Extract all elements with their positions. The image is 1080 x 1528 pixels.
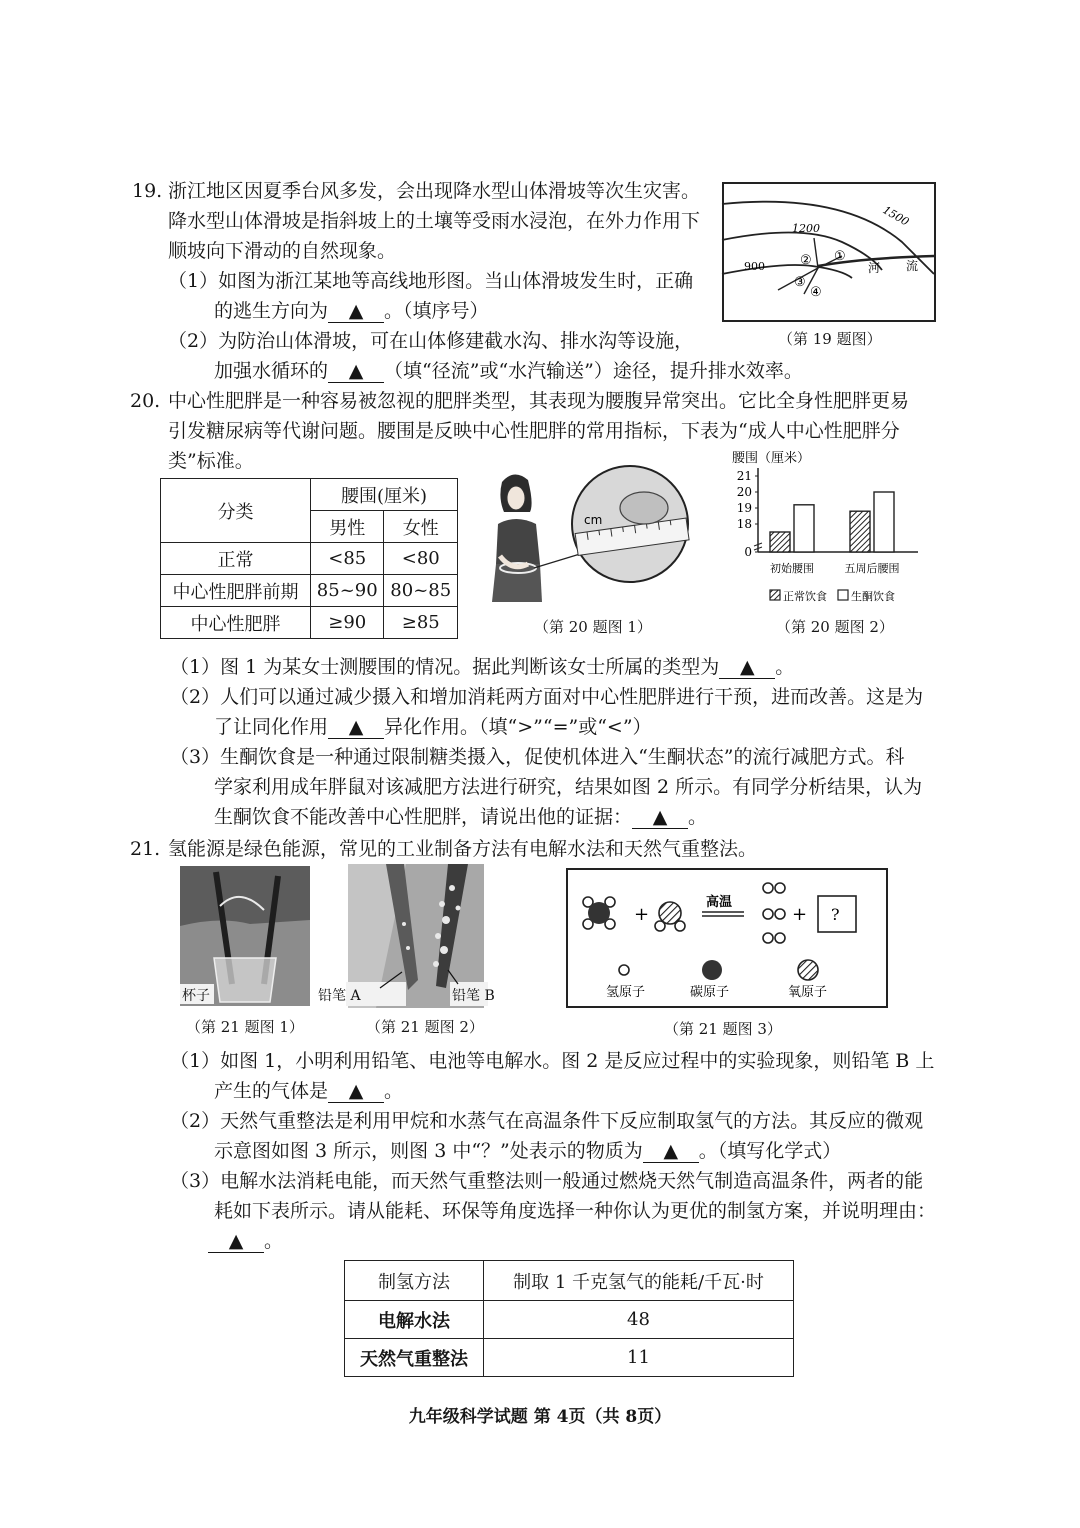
table-row — [345, 1339, 794, 1377]
q20-part3-line-1: （3）生酮饮食是一种通过限制糖类摄入，促使机体进入“生酮状态”的流行减肥方式。科 — [170, 746, 905, 768]
y-tick-label: 18 — [736, 517, 752, 531]
marker-1: ① — [834, 249, 846, 264]
woman-illustration — [492, 474, 542, 602]
q20-figure1-caption: （第 20 题图 1） — [534, 618, 652, 636]
plus-sign: + — [634, 904, 650, 925]
table-cell: 11 — [484, 1339, 794, 1377]
glass-cup — [214, 958, 276, 1002]
table-cell: 中心性肥胖 — [161, 607, 311, 639]
table-cell: 中心性肥胖前期 — [161, 575, 311, 607]
q19-stem-line-2: 降水型山体滑坡是指斜坡上的土壤等受雨水浸泡，在外力作用下 — [168, 210, 701, 232]
q19-part2-text: 加强水循环的 — [214, 360, 329, 382]
contour-label-900: 900 — [744, 260, 765, 273]
q20-waist-measure-figure — [484, 468, 694, 610]
bar — [850, 511, 870, 552]
legend-label: 正常饮食 — [783, 590, 827, 603]
pencil-a-label: 铅笔 A — [318, 988, 361, 1004]
q20-part2-line-2 — [214, 714, 652, 740]
table-cell: 天然气重整法 — [345, 1339, 484, 1377]
answer-blank[interactable]: ▲ — [328, 1080, 384, 1103]
table-row — [161, 607, 458, 639]
q20-part2-line-1: （2）人们可以通过减少摄入和增加消耗两方面对中心性肥胖进行干预，进而改善。这是为 — [170, 686, 924, 708]
q21-figure2-caption: （第 21 题图 2） — [366, 1018, 484, 1036]
x-tick-label: 五周后腰围 — [844, 562, 900, 575]
q19-number: 19. — [132, 180, 163, 202]
contour-label-1500: 1500 — [880, 203, 912, 229]
contour-label-1200: 1200 — [792, 222, 820, 235]
marker-2: ② — [800, 253, 812, 268]
q21-part1-tail: 。 — [384, 1080, 404, 1102]
answer-blank[interactable]: ▲ — [328, 300, 384, 323]
table-row — [161, 543, 458, 575]
bar — [874, 492, 894, 552]
q21-stem: 氢能源是绿色能源，常见的工业制备方法有电解水法和天然气重整法。 — [168, 838, 758, 860]
table-header-waist: 腰围(厘米) — [311, 479, 458, 511]
q20-part1-tail: 。 — [775, 656, 795, 678]
y-tick-label: 19 — [736, 501, 752, 515]
q20-part3-tail: 。 — [688, 806, 708, 828]
q19-part2-line-2 — [214, 358, 803, 384]
q21-part1-line-2 — [214, 1078, 403, 1104]
q19-contour-map — [722, 182, 936, 322]
q20-stem-line-1: 中心性肥胖是一种容易被忽视的肥胖类型，其表现为腰腹异常突出。它比全身性肥胖更易 — [168, 390, 910, 412]
table-cell: 正常 — [161, 543, 311, 575]
bar — [770, 532, 790, 552]
q21-part2-tail: 。（填写化学式） — [698, 1140, 842, 1162]
q20-figure2-caption: （第 20 题图 2） — [776, 618, 894, 636]
table-row — [345, 1301, 794, 1339]
q21-part3-line-3 — [208, 1228, 283, 1254]
q21-electrolysis-photo — [180, 866, 310, 1006]
q21-part1-text: 产生的气体是 — [214, 1080, 329, 1102]
q21-part3-line-1: （3）电解水法消耗电能，而天然气重整法则一般通过燃烧天然气制造高温条件，两者的能 — [170, 1170, 924, 1192]
q20-stem-line-3: 类”标准。 — [168, 450, 254, 472]
bar — [794, 505, 814, 552]
pencil-b-label: 铅笔 B — [452, 988, 495, 1004]
q20-waist-bar-chart — [718, 446, 928, 612]
table-header-category: 分类 — [161, 479, 311, 543]
table-cell: 85~90 — [311, 575, 384, 607]
legend-hydrogen-label: 氢原子 — [606, 985, 646, 1000]
q20-part3-text: 生酮饮食不能改善中心性肥胖，请说出他的证据： — [214, 806, 633, 828]
legend-swatch — [838, 590, 848, 600]
chart-y-axis-label: 腰围（厘米） — [732, 451, 811, 466]
q20-part2-tail: 异化作用。（填“>”“=”或“<”） — [384, 716, 652, 738]
answer-blank[interactable]: ▲ — [632, 806, 688, 829]
q21-part1-line-1: （1）如图 1，小明利用铅笔、电池等电解水。图 2 是反应过程中的实验现象，则铅笔 B 上 — [170, 1050, 935, 1072]
y-tick-label: 20 — [736, 485, 752, 499]
table-cell: 48 — [484, 1301, 794, 1339]
marker-4: ④ — [810, 285, 822, 300]
table-header-energy: 制取 1 千克氢气的能耗/千瓦·时 — [484, 1261, 794, 1301]
q21-part2-text: 示意图如图 3 所示，则图 3 中“？”处表示的物质为 — [214, 1140, 643, 1162]
q21-pencil-bubbles-photo — [318, 864, 495, 1008]
q19-part1-text: 的逃生方向为 — [214, 300, 329, 322]
y-tick-label: 21 — [736, 469, 752, 483]
q20-number: 20. — [130, 390, 161, 412]
reaction-condition: 高温 — [706, 895, 733, 910]
q19-stem-line-3: 顺坡向下滑动的自然现象。 — [168, 240, 397, 262]
legend-carbon-atom — [702, 960, 722, 980]
q20-part3-line-2: 学家利用成年胖鼠对该减肥方法进行研究，结果如图 2 所示。有同学分析结果，认为 — [214, 776, 923, 798]
chart-plot-area — [737, 468, 918, 603]
answer-blank[interactable]: ▲ — [328, 716, 384, 739]
q21-number: 21. — [130, 838, 161, 860]
x-tick-label: 初始腰围 — [770, 562, 814, 575]
legend-carbon-label: 碳原子 — [690, 985, 730, 1000]
unknown-product-mark: ? — [831, 905, 840, 924]
table-cell: <80 — [384, 543, 458, 575]
answer-blank[interactable]: ▲ — [719, 656, 775, 679]
answer-blank[interactable]: ▲ — [328, 360, 384, 383]
q21-part2-line-1: （2）天然气重整法是利用甲烷和水蒸气在高温条件下反应制取氢气的方法。其反应的微观 — [170, 1110, 924, 1132]
tape-unit-label: cm — [584, 513, 603, 527]
marker-3: ③ — [794, 275, 806, 290]
table-header-method: 制氢方法 — [345, 1261, 484, 1301]
table-cell: ≥90 — [311, 607, 384, 639]
q19-figure-caption: （第 19 题图） — [778, 330, 882, 348]
q21-part3-tail: 。 — [264, 1230, 284, 1252]
q21-figure1-caption: （第 21 题图 1） — [186, 1018, 304, 1036]
page-footer: 九年级科学试题 第 4页（共 8页） — [408, 1407, 672, 1427]
table-header-female: 女性 — [384, 511, 458, 543]
legend-oxygen-label: 氧原子 — [788, 985, 828, 1000]
q21-part3-line-2: 耗如下表所示。请从能耗、环保等角度选择一种你认为更优的制氢方案，并说明理由： — [214, 1200, 937, 1222]
y-tick-label: 0 — [744, 545, 752, 559]
q20-stem-line-2: 引发糖尿病等代谢问题。腰围是反映中心性肥胖的常用指标，下表为“成人中心性肥胖分 — [168, 420, 900, 442]
q20-part2-text: 了让同化作用 — [214, 716, 329, 738]
q21-figure3-caption: （第 21 题图 3） — [664, 1020, 782, 1038]
table-cell: 电解水法 — [345, 1301, 484, 1339]
q21-part2-line-2 — [214, 1138, 841, 1164]
q21-reaction-diagram — [566, 868, 888, 1008]
answer-blank[interactable]: ▲ — [208, 1230, 264, 1253]
q19-part1-line-1: （1）如图为浙江某地等高线地形图。当山体滑坡发生时，正确 — [168, 270, 694, 292]
answer-blank[interactable]: ▲ — [643, 1140, 699, 1163]
table-cell: 80~85 — [384, 575, 458, 607]
q19-stem-line-1: 浙江地区因夏季台风多发，会出现降水型山体滑坡等次生灾害。 — [168, 180, 701, 202]
plus-sign: + — [792, 904, 808, 925]
river-label-2: 流 — [906, 259, 919, 273]
q19-part1-line-2 — [214, 298, 489, 324]
finger — [620, 492, 668, 524]
waist-classification-table — [160, 478, 458, 639]
legend-hydrogen-atom — [619, 965, 629, 975]
hydrogen-energy-table — [344, 1260, 794, 1377]
legend-label: 生酮饮食 — [851, 590, 895, 603]
cup-label: 杯子 — [182, 988, 210, 1004]
q20-part3-line-3 — [214, 804, 707, 830]
q20-part1 — [170, 654, 794, 680]
table-header-male: 男性 — [311, 511, 384, 543]
q19-part2-tail: （填“径流”或“水汽输送”）途径，提升排水效率。 — [384, 360, 803, 382]
table-cell: <85 — [311, 543, 384, 575]
legend-oxygen-atom — [798, 960, 818, 980]
river-label-1: 河 — [868, 261, 881, 275]
table-cell: ≥85 — [384, 607, 458, 639]
table-row — [161, 575, 458, 607]
legend-swatch — [770, 590, 780, 600]
q19-part1-tail: 。（填序号） — [384, 300, 489, 322]
q19-part2-line-1: （2）为防治山体滑坡，可在山体修建截水沟、排水沟等设施， — [168, 330, 694, 352]
q20-part1-text: （1）图 1 为某女士测腰围的情况。据此判断该女士所属的类型为 — [170, 656, 720, 678]
